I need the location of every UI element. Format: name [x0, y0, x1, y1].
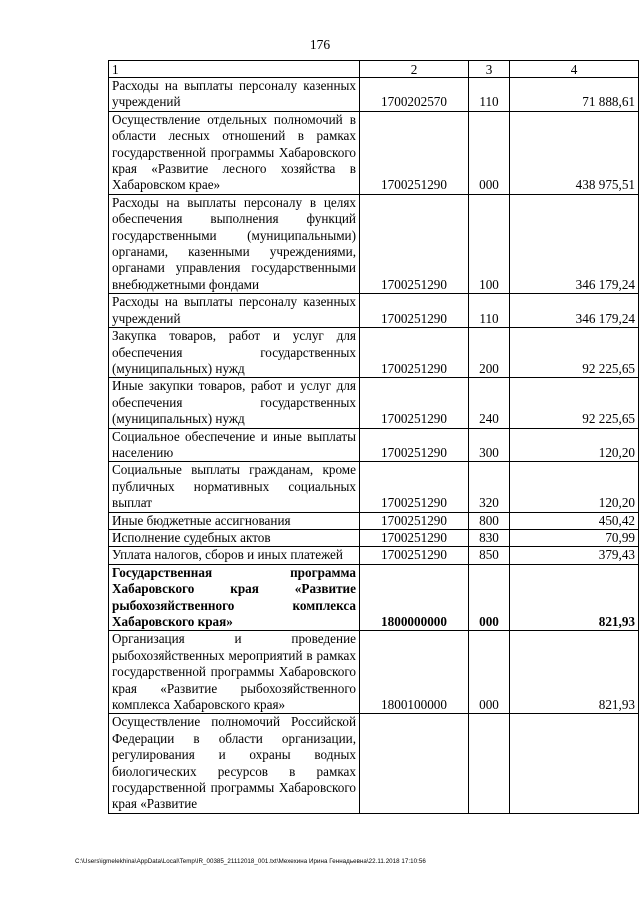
- row-code-cell: 1700251290: [360, 294, 469, 328]
- row-sum-cell: 92 225,65: [510, 378, 639, 428]
- row-sum-cell: 438 975,51: [510, 111, 639, 194]
- row-sum-cell: 379,43: [510, 547, 639, 564]
- row-name-cell: Иные бюджетные ассигнования: [109, 512, 360, 529]
- row-type-cell: 830: [469, 529, 510, 546]
- table-row: [109, 194, 639, 293]
- row-code-cell: 1700251290: [360, 378, 469, 428]
- table-row: [109, 547, 639, 564]
- table-row: [109, 378, 639, 428]
- row-type-cell: 240: [469, 378, 510, 428]
- row-code-cell: 1700251290: [360, 529, 469, 546]
- table-row: [109, 631, 639, 714]
- row-type-cell: 110: [469, 294, 510, 328]
- row-code-cell: 1700251290: [360, 428, 469, 462]
- row-name-cell: Уплата налогов, сборов и иных платежей: [109, 547, 360, 564]
- table-row: [109, 294, 639, 328]
- table-row: [109, 428, 639, 462]
- row-type-cell: 000: [469, 111, 510, 194]
- header-cell-3: 3: [469, 61, 510, 78]
- row-sum-cell: 346 179,24: [510, 194, 639, 293]
- row-sum-cell: 70,99: [510, 529, 639, 546]
- row-sum-cell: 71 888,61: [510, 78, 639, 112]
- row-sum-cell: 821,93: [510, 631, 639, 714]
- row-name-cell: Социальное обеспечение и иные выплаты населению: [109, 428, 360, 462]
- row-name-cell: Осуществление полномочий Российской Федерации в области организации, регулирования и охраны водных биологических ресурсов в рамках государственной программы Хабаровского края «Развитие: [109, 714, 360, 813]
- table-row: [109, 78, 639, 112]
- row-code-cell: 1700251290: [360, 462, 469, 512]
- budget-table: [108, 60, 639, 814]
- row-name-cell: Расходы на выплаты персоналу казенных учреждений: [109, 78, 360, 112]
- table-row: [109, 714, 639, 813]
- table-row: [109, 529, 639, 546]
- row-sum-cell: 120,20: [510, 428, 639, 462]
- row-name-cell: Расходы на выплаты персоналу казенных учреждений: [109, 294, 360, 328]
- row-name-cell: Иные закупки товаров, работ и услуг для обеспечения государственных (муниципальных) нужд: [109, 378, 360, 428]
- row-sum-cell: 92 225,65: [510, 328, 639, 378]
- row-type-cell: 200: [469, 328, 510, 378]
- table-row: [109, 111, 639, 194]
- row-code-cell: 1700251290: [360, 111, 469, 194]
- row-type-cell: 110: [469, 78, 510, 112]
- row-sum-cell: 821,93: [510, 564, 639, 631]
- page-number: 176: [309, 37, 331, 52]
- row-name-cell: Исполнение судебных актов: [109, 529, 360, 546]
- row-type-cell: 000: [469, 631, 510, 714]
- row-sum-cell: 450,42: [510, 512, 639, 529]
- header-cell-4: 4: [510, 61, 639, 78]
- header-cell-2: 2: [360, 61, 469, 78]
- row-sum-cell: [510, 714, 639, 813]
- row-type-cell: 100: [469, 194, 510, 293]
- row-name-cell: Государственная программа Хабаровского края «Развитие рыбохозяйственного комплекса Хабаровского края»: [109, 564, 360, 631]
- header-cell-1: 1: [109, 61, 360, 78]
- row-name-cell: Осуществление отдельных полномочий в области лесных отношений в рамках государственной программы Хабаровского края «Развитие лесного хозяйства в Хабаровском крае»: [109, 111, 360, 194]
- row-code-cell: 1700251290: [360, 547, 469, 564]
- row-type-cell: [469, 714, 510, 813]
- row-code-cell: 1700251290: [360, 512, 469, 529]
- row-name-cell: Закупка товаров, работ и услуг для обеспечения государственных (муниципальных) нужд: [109, 328, 360, 378]
- row-code-cell: [360, 714, 469, 813]
- row-name-cell: Организация и проведение рыбохозяйственных мероприятий в рамках государственной программы Хабаровского края «Развитие рыбохозяйственного комплекса Хабаровского края»: [109, 631, 360, 714]
- table-row: [109, 462, 639, 512]
- row-code-cell: 1800100000: [360, 631, 469, 714]
- row-type-cell: 300: [469, 428, 510, 462]
- row-name-cell: Расходы на выплаты персоналу в целях обеспечения выполнения функций государственными (муниципальными) органами, казенными учреждениями, органами управления государственными внебюджетными фондами: [109, 194, 360, 293]
- file-path-footer: C:\Users\igmelekhina\AppData\Local\Temp\IR_00385_21112018_001.txt\Мехехина Ирина Геннадьевна\22.11.2018 17:10:56: [75, 858, 426, 865]
- row-code-cell: 1700202570: [360, 78, 469, 112]
- table-row: [109, 512, 639, 529]
- row-type-cell: 000: [469, 564, 510, 631]
- row-sum-cell: 120,20: [510, 462, 639, 512]
- row-type-cell: 850: [469, 547, 510, 564]
- table-header-row: [109, 61, 639, 78]
- row-code-cell: 1700251290: [360, 328, 469, 378]
- row-code-cell: 1700251290: [360, 194, 469, 293]
- row-sum-cell: 346 179,24: [510, 294, 639, 328]
- table-row: [109, 328, 639, 378]
- table-row: [109, 564, 639, 631]
- row-type-cell: 800: [469, 512, 510, 529]
- row-name-cell: Социальные выплаты гражданам, кроме публичных нормативных социальных выплат: [109, 462, 360, 512]
- row-type-cell: 320: [469, 462, 510, 512]
- row-code-cell: 1800000000: [360, 564, 469, 631]
